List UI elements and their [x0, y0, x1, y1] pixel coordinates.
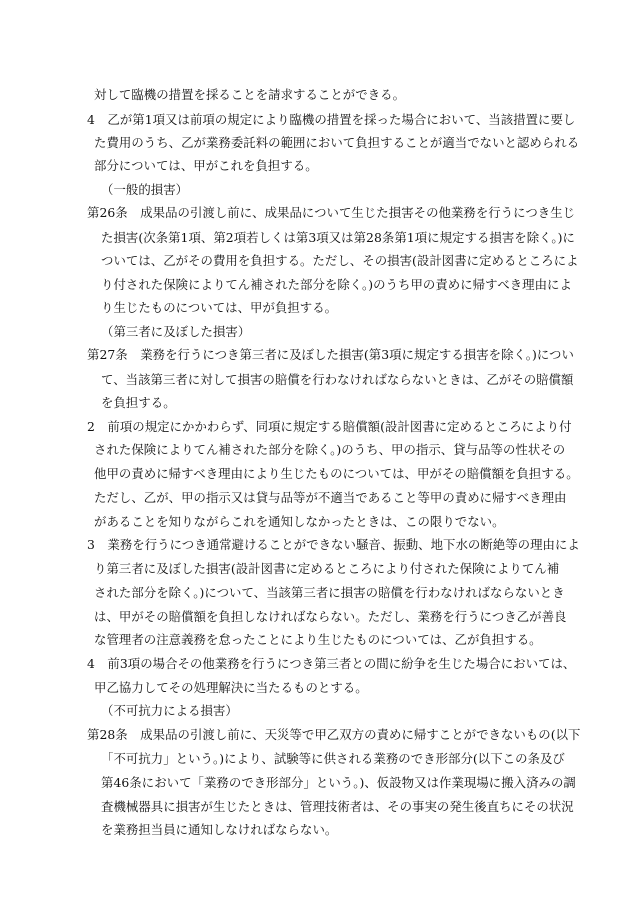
text-line: 「不可抗力」という。)により、試験等に供される業務のでき形部分(以下この条及び	[101, 751, 565, 766]
text-line: 甲乙協力してその処理解決に当たるものとする。	[94, 680, 368, 695]
text-line: 3 業務を行うにつき通常避けることができない騒音、振動、地下水の断絶等の理由によ	[87, 537, 580, 552]
text-line: 2 前項の規定にかかわらず、同項に規定する賠償額(設計図書に定めるところにより付	[87, 419, 572, 434]
text-line: ただし、乙が、甲の指示又は貸与品等が不適当であること等甲の責めに帰すべき理由	[94, 490, 567, 505]
text-line: を業務担当員に通知しなければならない。	[101, 822, 338, 837]
text-line: 第46条において「業務のでき形部分」という。)、仮設物又は作業現場に搬入済みの調	[101, 775, 576, 790]
text-line: り付された保険によりてん補された部分を除く。)のうち甲の責めに帰すべき理由によ	[101, 277, 572, 292]
text-line: な管理者の注意義務を怠ったことにより生じたものについては、乙が負担する。	[94, 632, 542, 647]
section-heading: （一般的損害）	[101, 182, 189, 197]
section-heading: （不可抗力による損害）	[101, 703, 238, 718]
text-line: り第三者に及ぼした損害(設計図書に定めるところにより付された保険によりてん補	[94, 561, 560, 576]
text-line: 4 乙が第1項又は前項の規定により臨機の措置を採った場合において、当該措置に要し	[87, 112, 576, 127]
text-line: は、甲がその賠償額を負担しなければならない。ただし、業務を行うにつき乙が善良	[94, 609, 567, 624]
text-line: 部分については、甲がこれを負担する。	[94, 158, 318, 173]
section-heading: （第三者に及ぼした損害）	[101, 324, 251, 339]
text-line: た損害(次条第1項、第2項若しくは第3項又は第28条第1項に規定する損害を除く。)に	[101, 230, 575, 245]
text-line: された保険によりてん補された部分を除く。)のうち、甲の指示、貸与品等の性状その	[94, 442, 566, 457]
text-line: て、当該第三者に対して損害の賠償を行わなければならないときは、乙がその賠償額	[101, 372, 574, 387]
text-line: された部分を除く。)について、当該第三者に損害の賠償を行わなければならないとき	[94, 585, 565, 600]
text-line: があることを知りながらこれを通知しなかったときは、この限りでない。	[94, 514, 505, 529]
text-line: ついては、乙がその費用を負担する。ただし、その損害(設計図書に定めるところによ	[101, 253, 579, 268]
text-line: り生じたものについては、甲が負担する。	[101, 300, 338, 315]
article-line: 第27条 業務を行うにつき第三者に及ぼした損害(第3項に規定する損害を除く。)につい	[87, 347, 574, 362]
text-line: 他甲の責めに帰すべき理由により生じたものについては、甲がその賠償額を負担する。	[94, 466, 579, 481]
text-line: 査機械器具に損害が生じたときは、管理技術者は、その事実の発生後直ちにその状況	[101, 799, 574, 814]
text-line: 4 前3項の場合その他業務を行うにつき第三者との間に紛争を生じた場合においては、	[87, 656, 576, 671]
text-line: 対して臨機の措置を採ることを請求することができる。	[94, 87, 406, 102]
article-line: 第26条 成果品の引渡し前に、成果品について生じた損害その他業務を行うにつき生じ	[87, 205, 576, 220]
text-line: を負担する。	[101, 395, 176, 410]
article-line: 第28条 成果品の引渡し前に、天災等で甲乙双方の責めに帰すことができないもの(以下	[87, 727, 581, 742]
text-line: た費用のうち、乙が業務委託料の範囲において負担することが適当でないと認められる	[94, 135, 580, 150]
